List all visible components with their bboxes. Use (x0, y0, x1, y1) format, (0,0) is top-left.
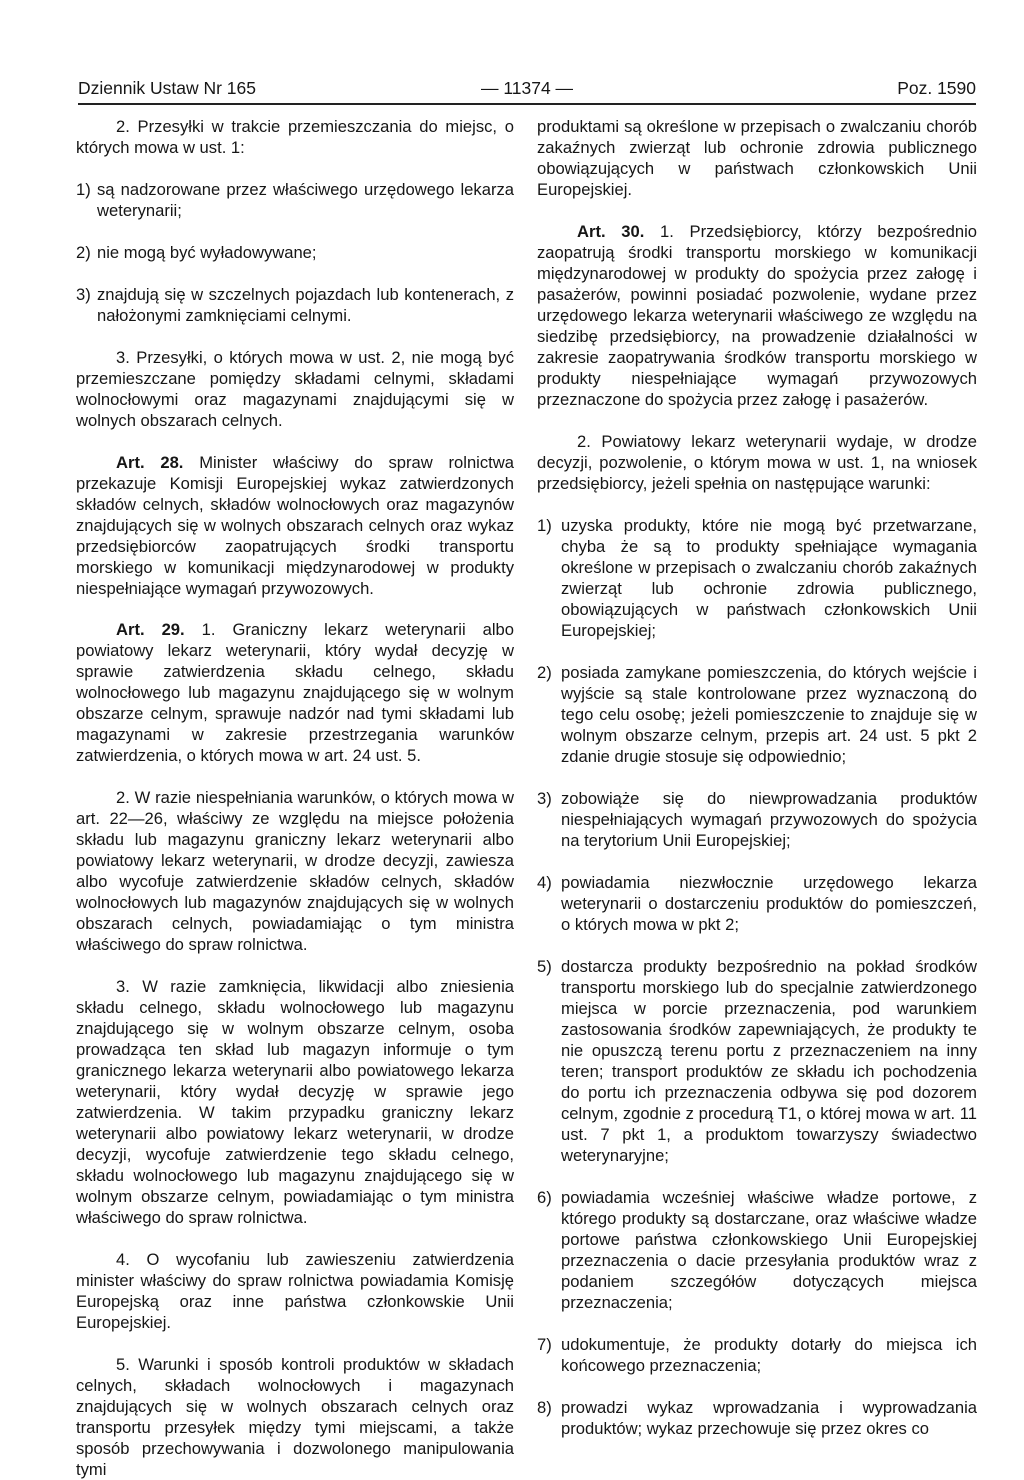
right-column (537, 116, 977, 1439)
item-text: powiadamia niezwłocznie urzędowego lekarza weterynarii o dostarczeniu produktów do pomieszczeń, o których mowa w pkt 2; (561, 873, 977, 934)
article-28-text: Minister właściwy do spraw rolnictwa przekazuje Komisji Europejskiej wykaz zatwierdzonych składów celnych, składów wolnocłowych oraz magazynów znajdujących się w wolnych obszarach celnych oraz wykaz przedsiębiorców zaopatrujących środki transportu morskiego w komunikacji międzynarodowej w produkty niespełniające wymagań przywozowych. (76, 453, 514, 598)
article-28 (76, 452, 514, 599)
item-number: 1) (76, 180, 91, 199)
item-number: 2) (76, 243, 91, 262)
journal-title: Dziennik Ustaw Nr 165 (78, 78, 256, 98)
list-item (76, 242, 514, 263)
item-number: 8) (537, 1398, 552, 1417)
item-text: dostarcza produkty bezpośrednio na pokład środków transportu morskiego lub do specjalnie zatwierdzonego miejsca w porcie przeznaczenia, pod warunkiem zastosowania środków zapewniających, że produkty te nie opuszczą terenu portu z przeznaczeniem na inny teren; transport produktów ze składu ich pochodzenia do portu ich przeznaczenia odbywa się pod dozorem celnym, zgodnie z procedurą T1, o której mowa w art. 11 ust. 7 pkt 1, a produktom towarzyszy świadectwo weterynaryjne; (561, 957, 977, 1165)
item-text: posiada zamykane pomieszczenia, do których wejście i wyjście są stale kontrolowane przez wyznaczoną do tego celu osobę; jeżeli pomieszczenie to znajduje się w wolnym obszarze celnym, przepis art. 24 ust. 5 pkt 2 zdanie drugie stosuje się odpowiednio; (561, 663, 977, 766)
item-text: znajdują się w szczelnych pojazdach lub kontenerach, z nałożonymi zamknięciami celnymi. (97, 285, 514, 325)
item-number: 6) (537, 1188, 552, 1207)
article-29-paragraph-2: 2. W razie niespełniania warunków, o których mowa w art. 22—26, właściwy ze względu na miejsce położenia składu lub magazynu graniczny lekarz weterynarii albo powiatowy lekarz weterynarii, w drodze decyzji, zawiesza albo wycofuje zatwierdzenie składów celnych, składów wolnocłowych lub magazynów znajdujących się w wolnych obszarach celnych, powiadamiając o tym ministra właściwego do spraw rolnictwa. (76, 788, 514, 954)
list-item (76, 179, 514, 221)
article-29-text: 1. Graniczny lekarz weterynarii albo powiatowy lekarz weterynarii, który wydał decyzję w sprawie zatwierdzenia składu celnego, składu wolnocłowego lub magazynu znajdującego się w wolnym obszarze celnym, sprawuje nadzór nad tymi składami lub magazynami w zakresie przestrzegania warunków zatwierdzenia, o których mowa w art. 24 ust. 5. (76, 620, 514, 765)
item-text: zobowiąże się do niewprowadzania produktów niespełniających wymagań przywozowych do spożycia na terytorium Unii Europejskiej; (561, 789, 977, 850)
article-30-text: 1. Przedsiębiorcy, którzy bezpośrednio zaopatrują środki transportu morskiego w komunikacji międzynarodowej w produkty do spożycia przez załogę i pasażerów, powinni posiadać pozwolenie, wydane przez urzędowego lekarza weterynarii właściwego ze względu na siedzibę przedsiębiorcy, na prowadzenie działalności w zakresie zaopatrywania środków transportu morskiego w produkty niespełniające wymagań przywozowych przeznaczone do spożycia przez załogę i pasażerów. (537, 222, 977, 409)
list-item (537, 1397, 977, 1439)
item-number: 2) (537, 663, 552, 682)
article-29 (76, 619, 514, 766)
continued-paragraph: produktami są określone w przepisach o zwalczaniu chorób zakaźnych zwierząt lub ochronie zdrowia publicznego obowiązujących w państwach członkowskich Unii Europejskiej. (537, 117, 977, 199)
header-rule (78, 103, 976, 105)
paragraph-3: 3. Przesyłki, o których mowa w ust. 2, nie mogą być przemieszczane pomiędzy składami celnymi, składami wolnocłowymi oraz magazynami znajdującymi się w wolnych obszarach celnych. (76, 348, 514, 430)
position-number: Poz. 1590 (897, 78, 976, 98)
item-text: są nadzorowane przez właściwego urzędowego lekarza weterynarii; (97, 180, 514, 220)
item-text: udokumentuje, że produkty dotarły do miejsca ich końcowego przeznaczenia; (561, 1335, 977, 1375)
item-number: 5) (537, 957, 552, 976)
intro-paragraph: 2. Przesyłki w trakcie przemieszczania do miejsc, o których mowa w ust. 1: (76, 117, 514, 157)
item-number: 3) (537, 789, 552, 808)
left-column (76, 116, 514, 1480)
item-number: 4) (537, 873, 552, 892)
page-header (78, 78, 976, 102)
item-number: 1) (537, 516, 552, 535)
item-text: uzyska produkty, które nie mogą być przetwarzane, chyba że są to produkty spełniające wymagania określone w przepisach o zwalczaniu chorób zakaźnych zwierząt lub ochronie zdrowia publicznego, obowiązujących w państwach członkowskich Unii Europejskiej; (561, 516, 977, 640)
list-item (537, 1334, 977, 1376)
item-text: powiadamia wcześniej właściwe władze portowe, z którego produkty są dostarczane, oraz właściwe władze portowe państwa członkowskiego Unii Europejskiej przeznaczenia o dacie przesyłania produktów wraz z podaniem szczegółów dotyczących miejsca przeznaczenia; (561, 1188, 977, 1312)
list-item (537, 788, 977, 851)
list-item (537, 662, 977, 767)
list-item (537, 956, 977, 1166)
article-30-paragraph-2: 2. Powiatowy lekarz weterynarii wydaje, w drodze decyzji, pozwolenie, o którym mowa w ust. 1, na wniosek przedsiębiorcy, jeżeli spełnia on następujące warunki: (537, 432, 977, 493)
article-30 (537, 221, 977, 410)
list-item (537, 515, 977, 641)
item-text: prowadzi wykaz wprowadzania i wyprowadzania produktów; wykaz przechowuje się przez okres co (561, 1398, 977, 1438)
item-text: nie mogą być wyładowywane; (97, 243, 317, 262)
article-29-paragraph-5: 5. Warunki i sposób kontroli produktów w składach celnych, składach wolnocłowych i magazynach znajdujących się w wolnych obszarach celnych oraz transportu przesyłek między tymi miejscami, a także sposób przechowywania i dozwolonego manipulowania tymi (76, 1355, 514, 1479)
item-number: 7) (537, 1335, 552, 1354)
list-item (537, 1187, 977, 1313)
article-29-paragraph-3: 3. W razie zamknięcia, likwidacji albo zniesienia składu celnego, składu wolnocłowego lub magazynu znajdującego się w wolnym obszarze celnym, osoba prowadząca ten skład lub magazyn informuje o tym granicznego lekarza weterynarii albo powiatowego lekarza weterynarii, który wydał decyzję w sprawie jego zatwierdzenia. W takim przypadku graniczny lekarz weterynarii albo powiatowy lekarz weterynarii, w drodze decyzji, wycofuje zatwierdzenie tego składu celnego, składu wolnocłowego lub magazynu znajdującego się w wolnym obszarze celnym, powiadamiając o tym ministra właściwego do spraw rolnictwa. (76, 977, 514, 1227)
article-28-label: Art. 28. (116, 453, 184, 472)
article-29-label: Art. 29. (116, 620, 185, 639)
article-30-label: Art. 30. (577, 222, 645, 241)
list-item (537, 872, 977, 935)
item-number: 3) (76, 285, 91, 304)
page-number: — 11374 — (480, 78, 574, 98)
article-29-paragraph-4: 4. O wycofaniu lub zawieszeniu zatwierdzenia minister właściwy do spraw rolnictwa powiadamia Komisję Europejską oraz inne państwa członkowskie Unii Europejskiej. (76, 1250, 514, 1332)
list-item (76, 284, 514, 326)
